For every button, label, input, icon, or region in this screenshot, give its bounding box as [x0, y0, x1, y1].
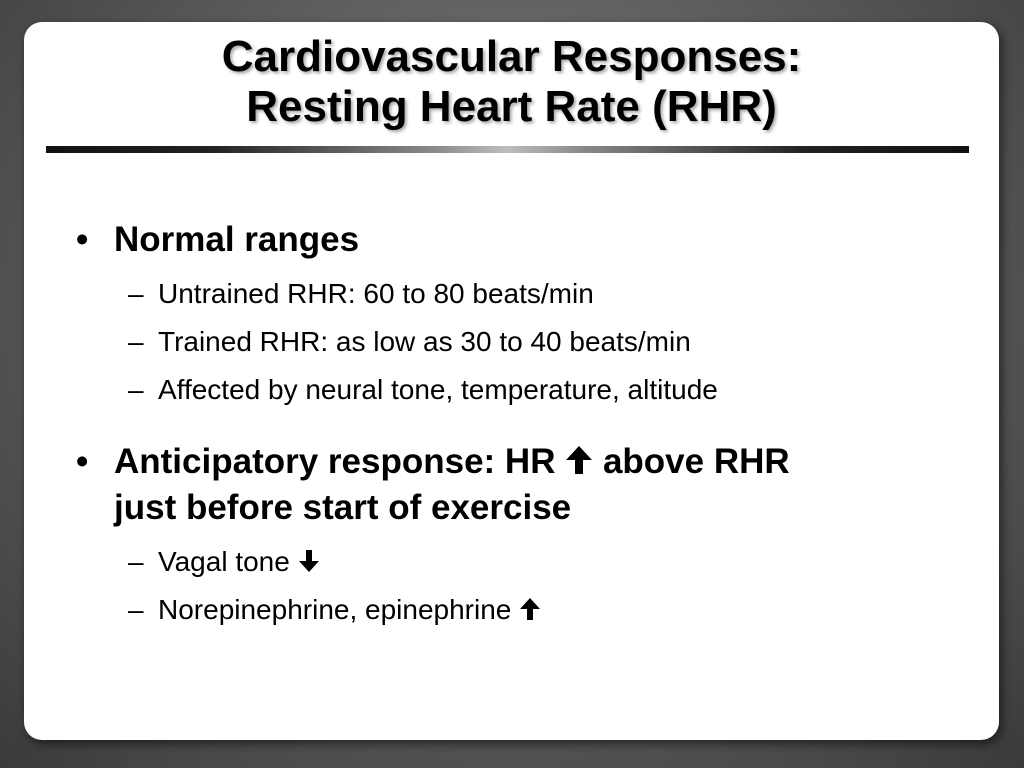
sub-bullet-dash: – — [128, 326, 144, 357]
sub-bullet-dash: – — [128, 594, 144, 625]
sub-bullet-affected — [128, 373, 948, 407]
sub-bullet-norepinephrine — [128, 593, 948, 629]
bullet-anticipatory-response — [76, 440, 936, 530]
bullet-dot: • — [76, 220, 89, 259]
arrow-up-icon — [519, 595, 541, 629]
sub-bullet-vagal-tone — [128, 545, 948, 581]
bullet-text-before-arrow: Anticipatory response: HR — [114, 442, 556, 481]
title-line-2: Resting Heart Rate (RHR) — [246, 82, 777, 131]
bullet-normal-ranges — [76, 218, 936, 262]
slide — [24, 22, 999, 740]
title-divider — [46, 146, 969, 153]
sub-bullet-text: Trained RHR: as low as 30 to 40 beats/min — [158, 326, 691, 357]
arrow-up-icon — [565, 442, 593, 486]
bullet-dot: • — [76, 442, 89, 481]
sub-bullet-text: Affected by neural tone, temperature, altitude — [158, 374, 718, 405]
sub-bullet-dash: – — [128, 278, 144, 309]
bullet-text-after-arrow: above RHR — [602, 442, 790, 481]
slide-title — [24, 32, 999, 132]
title-line-1: Cardiovascular Responses: — [221, 32, 802, 81]
arrow-down-icon — [298, 547, 320, 581]
sub-bullet-dash: – — [128, 546, 144, 577]
sub-bullet-untrained — [128, 277, 948, 311]
sub-bullet-trained — [128, 325, 948, 359]
sub-bullet-dash: – — [128, 374, 144, 405]
sub-bullet-text: Norepinephrine, epinephrine — [158, 594, 512, 625]
sub-bullet-text: Untrained RHR: 60 to 80 beats/min — [158, 278, 594, 309]
bullet-text-line-2: just before start of exercise — [114, 487, 572, 527]
bullet-text: Normal ranges — [114, 220, 360, 259]
sub-bullet-text: Vagal tone — [158, 546, 290, 577]
bullet-text — [114, 440, 936, 530]
